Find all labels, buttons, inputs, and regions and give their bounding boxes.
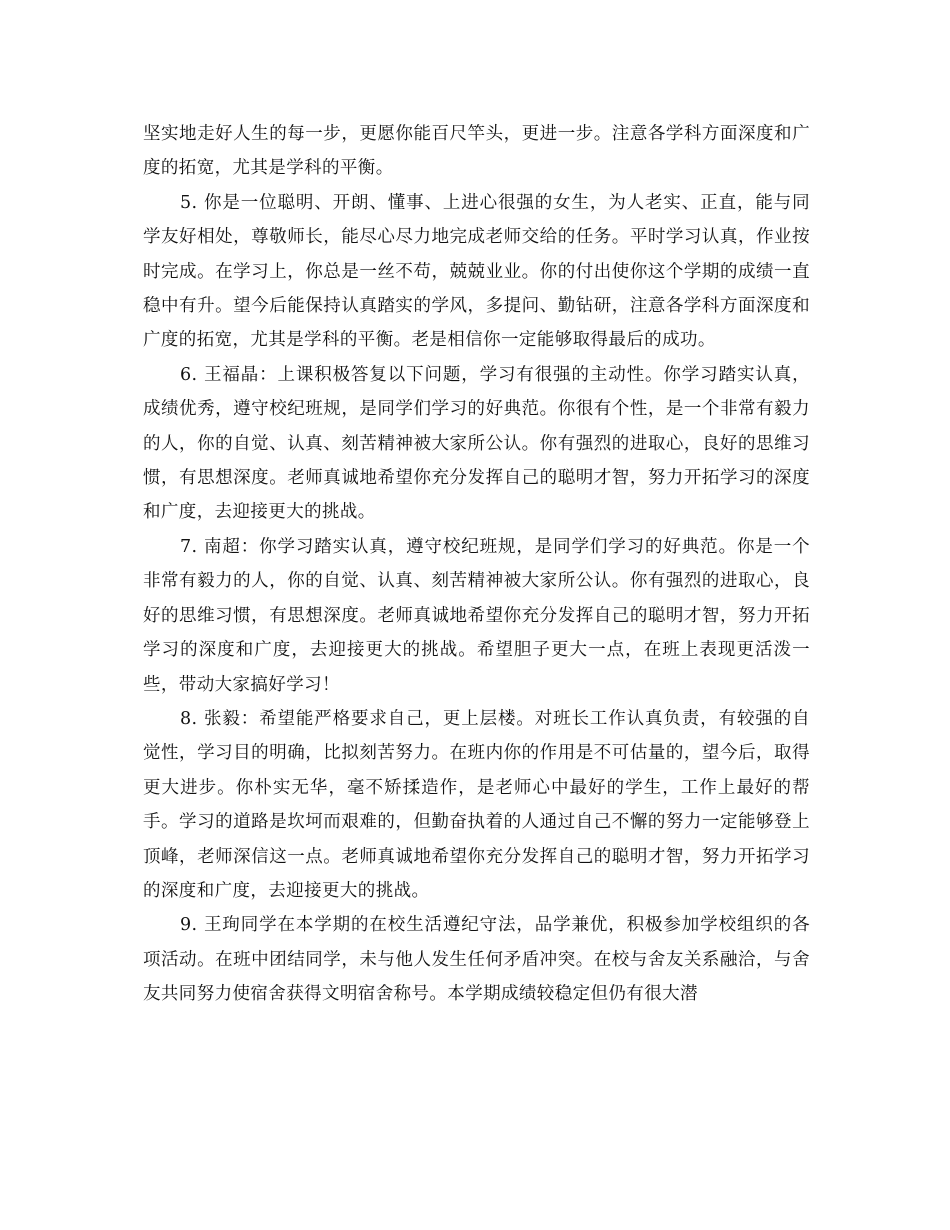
paragraph-continuation: 坚实地走好人生的每一步，更愿你能百尺竿头，更进一步。注意各学科方面深度和广度的拓宽，尤其是学科的平衡。 [143,124,810,179]
paragraph-comment-7: 7. 南超：你学习踏实认真，遵守校纪班规，是同学们学习的好典范。你是一个非常有毅力的人，你的自觉、认真、刻苦精神被大家所公认。你有强烈的进取心，良好的思维习惯，有思想深度。老师真诚地希望你充分发挥自己的聪明才智，努力开拓学习的深度和广度，去迎接更大的挑战。希望胆子更大一点，在班上表现更活泼一些，带动大家搞好学习！ [143,536,810,695]
paragraph-comment-6: 6. 王福晶：上课积极答复以下问题，学习有很强的主动性。你学习踏实认真，成绩优秀，遵守校纪班规，是同学们学习的好典范。你很有个性，是一个非常有毅力的人，你的自觉、认真、刻苦精神被大家所公认。你有强烈的进取心，良好的思维习惯，有思想深度。老师真诚地希望你充分发挥自己的聪明才智，努力开拓学习的深度和广度，去迎接更大的挑战。 [143,364,810,523]
paragraph-comment-8: 8. 张毅：希望能严格要求自己，更上层楼。对班长工作认真负责，有较强的自觉性，学习目的明确，比拟刻苦努力。在班内你的作用是不可估量的，望今后，取得更大进步。你朴实无华，毫不矫揉造作，是老师心中最好的学生，工作上最好的帮手。学习的道路是坎坷而艰难的，但勤奋执着的人通过自己不懈的努力一定能够登上顶峰，老师深信这一点。老师真诚地希望你充分发挥自己的聪明才智，努力开拓学习的深度和广度，去迎接更大的挑战。 [143,708,810,901]
paragraph-comment-9: 9. 王珣同学在本学期的在校生活遵纪守法，品学兼优，积极参加学校组织的各项活动。在班中团结同学，未与他人发生任何矛盾冲突。在校与舍友关系融洽，与舍友共同努力使宿舍获得文明宿舍称号。本学期成绩较稳定但仍有很大潜 [143,915,810,1005]
paragraph-comment-5: 5. 你是一位聪明、开朗、懂事、上进心很强的女生，为人老实、正直，能与同学友好相处，尊敬师长，能尽心尽力地完成老师交给的任务。平时学习认真，作业按时完成。在学习上，你总是一丝不苟，兢兢业业。你的付出使你这个学期的成绩一直稳中有升。望今后能保持认真踏实的学风，多提问、勤钻研，注意各学科方面深度和广度的拓宽，尤其是学科的平衡。老是相信你一定能够取得最后的成功。 [143,192,810,351]
document-body [143,117,810,1012]
